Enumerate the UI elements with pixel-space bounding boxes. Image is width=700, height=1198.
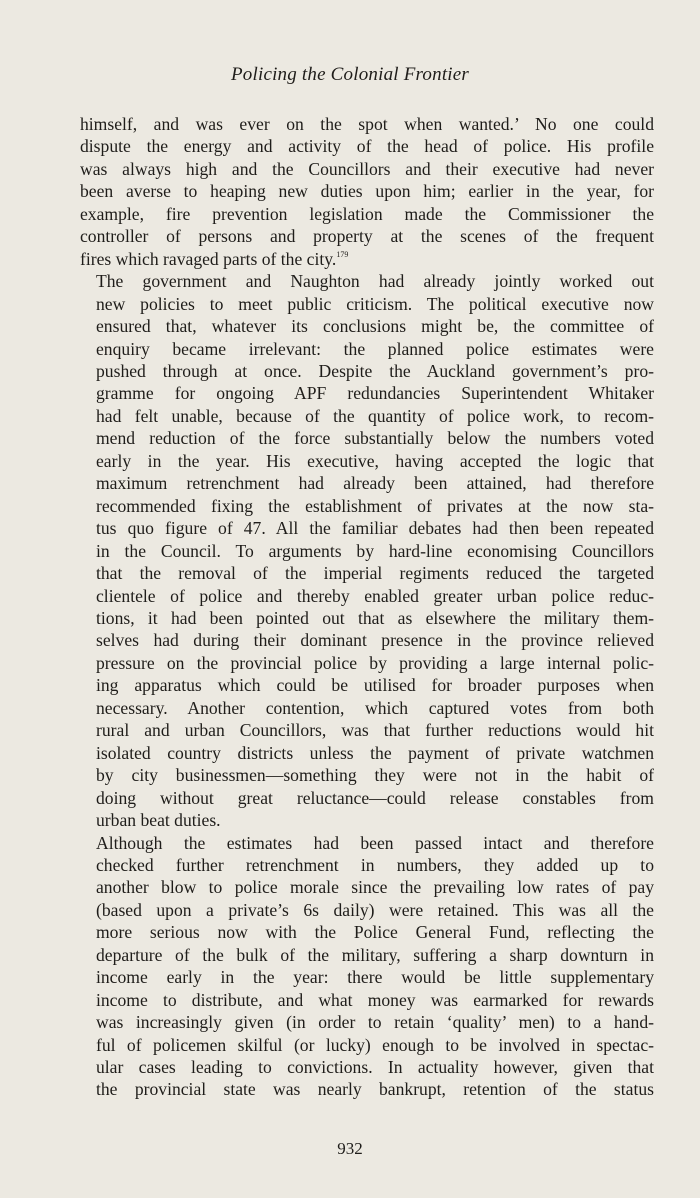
- running-head: Policing the Colonial Frontier: [230, 64, 470, 85]
- text-line: (based upon a private’s 6s daily) were retained. This was all the: [96, 899, 654, 920]
- text-line: The government and Naughton had already jointly worked out: [96, 271, 654, 292]
- text-line: selves had during their dominant presence in the province relieved: [96, 630, 654, 651]
- text-line: Although the estimates had been passed intact and therefore: [96, 832, 654, 853]
- text-line: departure of the bulk of the military, suffering a sharp downturn in: [96, 944, 654, 965]
- text-line: pressure on the provincial police by providing a large internal polic-: [96, 652, 654, 673]
- text-line: tions, it had been pointed out that as elsewhere the military them-: [96, 607, 654, 628]
- text-line: fires which ravaged parts of the city.$^{179}$: [80, 248, 349, 269]
- text-line: doing without great reluctance—could release constables from: [96, 787, 654, 808]
- text-line: necessary. Another contention, which captured votes from both: [96, 697, 654, 718]
- text-line: gramme for ongoing APF redundancies Superintendent Whitaker: [96, 383, 654, 404]
- text-line: pushed through at once. Despite the Auckland government’s pro-: [96, 360, 654, 381]
- text-line: income to distribute, and what money was earmarked for rewards: [96, 989, 654, 1010]
- text-line: another blow to police morale since the prevailing low rates of pay: [96, 877, 654, 898]
- text-line: in the Council. To arguments by hard-line economising Councillors: [96, 540, 654, 561]
- text-line: clientele of police and thereby enabled greater urban police reduc-: [96, 585, 654, 606]
- text-line: maximum retrenchment had already been attained, had therefore: [96, 473, 654, 494]
- text-line: example, fire prevention legislation made the Commissioner the: [80, 203, 654, 224]
- text-line: ensured that, whatever its conclusions might be, the committee of: [96, 316, 654, 337]
- text-line: rural and urban Councillors, was that further reductions would hit: [96, 720, 654, 741]
- text-line: ful of policemen skilful (or lucky) enough to be involved in spectac-: [96, 1034, 654, 1055]
- text-line: controller of persons and property at the scenes of the frequent: [80, 226, 654, 247]
- text-line: ing apparatus which could be utilised for broader purposes when: [96, 675, 654, 696]
- body-text: [80, 113, 654, 1101]
- text-line: that the removal of the imperial regiments reduced the targeted: [96, 563, 654, 584]
- text-line: income early in the year: there would be little supplementary: [96, 967, 654, 988]
- text-line: himself, and was ever on the spot when wanted.’ No one could: [80, 114, 654, 134]
- text-line: by city businessmen—something they were not in the habit of: [96, 765, 654, 786]
- text-line: ular cases leading to convictions. In actuality however, given that: [96, 1057, 654, 1078]
- paragraph: [80, 270, 654, 831]
- text-line: dispute the energy and activity of the head of police. His profile: [80, 136, 654, 157]
- text-line: mend reduction of the force substantially below the numbers voted: [96, 428, 654, 449]
- text-line: the provincial state was nearly bankrupt, retention of the status: [96, 1079, 654, 1100]
- paragraph: [80, 113, 654, 270]
- text-line: urban beat duties.: [96, 810, 221, 831]
- text-line: more serious now with the Police General Fund, reflecting the: [96, 922, 654, 943]
- text-line: new policies to meet public criticism. The political executive now: [96, 293, 654, 314]
- text-line: isolated country districts unless the payment of private watchmen: [96, 742, 654, 763]
- text-line: tus quo figure of 47. All the familiar debates had then been repeated: [96, 518, 654, 539]
- footnote-marker: 179: [336, 249, 349, 259]
- text-line: was always high and the Councillors and their executive had never: [80, 158, 654, 179]
- text-line: recommended fixing the establishment of privates at the now sta-: [96, 495, 654, 516]
- text-line: early in the year. His executive, having accepted the logic that: [96, 450, 654, 471]
- text-line: was increasingly given (in order to retain ‘quality’ men) to a hand-: [96, 1012, 654, 1033]
- text-line: enquiry became irrelevant: the planned police estimates were: [96, 338, 654, 359]
- text-line: had felt unable, because of the quantity of police work, to recom-: [96, 405, 654, 426]
- page-number: 932: [337, 1139, 363, 1158]
- text-line: been averse to heaping new duties upon him; earlier in the year, for: [80, 181, 654, 202]
- text-line: checked further retrenchment in numbers, they added up to: [96, 854, 654, 875]
- paragraph: [80, 832, 654, 1101]
